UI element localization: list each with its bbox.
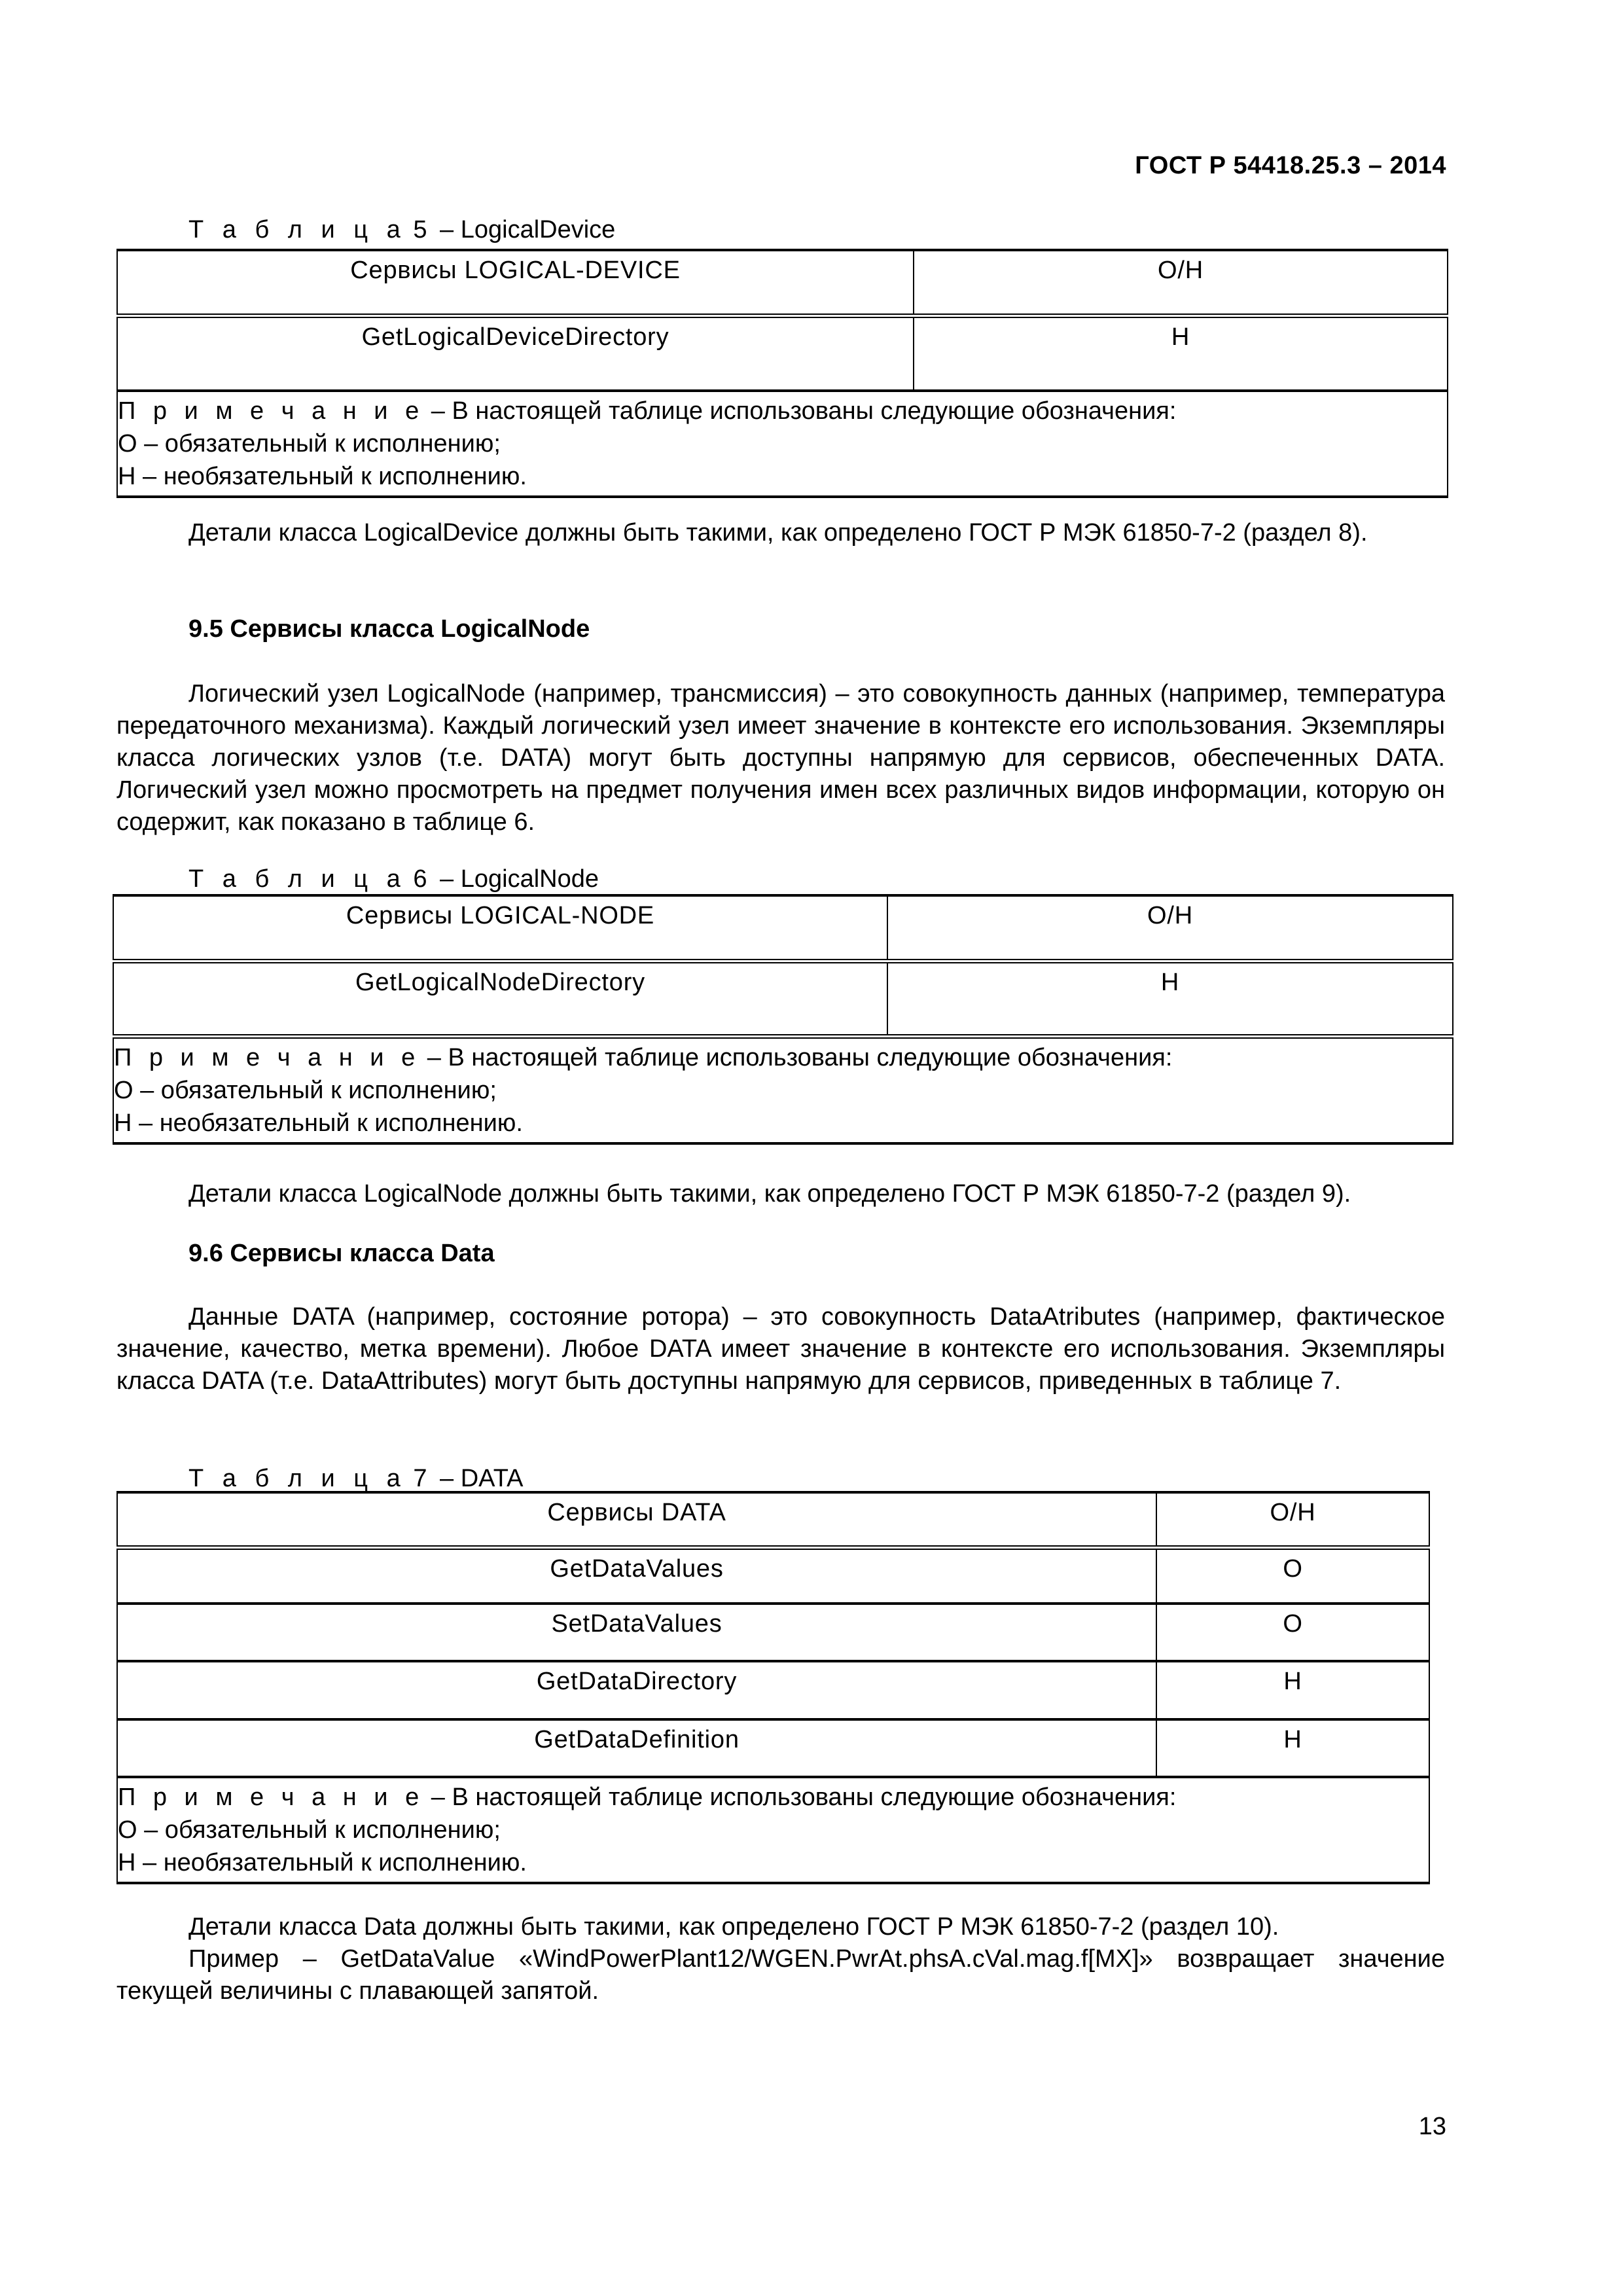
service-name: GetDataDirectory: [117, 1661, 1156, 1719]
table-caption-title: – LogicalNode: [440, 865, 599, 893]
table-row: [117, 1661, 1429, 1719]
note-line: Н – необязательный к исполнению.: [118, 463, 527, 490]
table-header-status: О/Н: [887, 895, 1453, 961]
note-line: О – обязательный к исполнению;: [118, 1816, 501, 1844]
table-header-services: Сервисы LOGICAL-DEVICE: [117, 250, 914, 315]
paragraph-example: Пример – GetDataValue «WindPowerPlant12/WGEN.PwrAt.phsA.cVal.mag.f[MX]» возвращает значение текущей величины с плавающей запятой.: [116, 1945, 1445, 2005]
note-label: П р и м е ч а н и е: [118, 1784, 425, 1811]
service-name: SetDataValues: [117, 1604, 1156, 1661]
service-status: Н: [1156, 1719, 1429, 1777]
table-row: [117, 315, 1448, 391]
section-heading-9-5: 9.5 Сервисы класса LogicalNode: [188, 615, 590, 643]
table-caption-number: 7: [413, 1465, 433, 1492]
service-status: Н: [914, 315, 1448, 391]
table6-caption: [188, 865, 599, 893]
table5: [116, 249, 1448, 498]
note-text: – В настоящей таблице использованы следующие обозначения:: [427, 1043, 1173, 1071]
service-status: Н: [887, 961, 1453, 1036]
table-note: [117, 1777, 1429, 1883]
table-caption-number: 6: [413, 865, 433, 893]
table-row: [117, 1604, 1429, 1661]
note-text: – В настоящей таблице использованы следующие обозначения:: [431, 397, 1177, 425]
table-caption-label: Т а б л и ц а: [188, 1465, 406, 1492]
table-caption-title: – DATA: [440, 1465, 524, 1492]
table-caption-title: – LogicalDevice: [440, 216, 616, 243]
table-note: [113, 1036, 1453, 1143]
note-line: Н – необязательный к исполнению.: [114, 1109, 523, 1137]
service-status: Н: [1156, 1661, 1429, 1719]
note-line: О – обязательный к исполнению;: [118, 430, 501, 457]
page-number: 13: [1418, 2113, 1446, 2140]
table-caption-label: Т а б л и ц а: [188, 865, 406, 893]
section-heading-9-6: 9.6 Сервисы класса Data: [188, 1240, 495, 1267]
paragraph-logicalnode-details: Детали класса LogicalNode должны быть такими, как определено ГОСТ Р МЭК 61850-7-2 (раздел 9).: [188, 1180, 1351, 1208]
table7: [116, 1491, 1430, 1884]
paragraph-logicalnode-intro: Логический узел LogicalNode (например, трансмиссия) – это совокупность данных (например, температура передаточного механизма). Каждый логический узел имеет значение в контексте его использования. Экземпляры класса логических узлов (т.е. DATA) могут быть доступны напрямую для сервисов, обеспеченных DATA. Логический узел можно просмотреть на предмет получения имен всех различных видов информации, которую он содержит, как показано в таблице 6.: [116, 680, 1445, 836]
table-row: [117, 1547, 1429, 1604]
service-status: О: [1156, 1604, 1429, 1661]
table-header-services: Сервисы DATA: [117, 1492, 1156, 1547]
table6: [113, 894, 1454, 1145]
paragraph-logicaldevice-details: Детали класса LogicalDevice должны быть такими, как определено ГОСТ Р МЭК 61850-7-2 (раздел 8).: [188, 519, 1368, 547]
table-header-status: О/Н: [914, 250, 1448, 315]
table7-caption: [188, 1465, 523, 1493]
service-name: GetLogicalDeviceDirectory: [117, 315, 914, 391]
paragraph-data-details: Детали класса Data должны быть такими, как определено ГОСТ Р МЭК 61850-7-2 (раздел 10).: [188, 1913, 1279, 1941]
note-text: – В настоящей таблице использованы следующие обозначения:: [431, 1784, 1177, 1811]
table-row: [113, 961, 1453, 1036]
table-row: [117, 1719, 1429, 1777]
paragraph-data-intro: Данные DATA (например, состояние ротора) – это совокупность DataAtributes (например, фактическое значение, качество, метка времени). Любое DATA имеет значение в контексте его использования. Экземпляры класса DATA (т.е. DataAttributes) могут быть доступны напрямую для сервисов, приведенных в таблице 7.: [116, 1303, 1445, 1395]
table-caption-number: 5: [413, 216, 433, 243]
document-header: ГОСТ Р 54418.25.3 – 2014: [1135, 152, 1446, 179]
service-name: GetLogicalNodeDirectory: [113, 961, 887, 1036]
note-label: П р и м е ч а н и е: [114, 1043, 421, 1071]
table-note: [117, 391, 1448, 497]
table-caption-label: Т а б л и ц а: [188, 216, 406, 243]
table5-caption: [188, 216, 615, 244]
service-name: GetDataDefinition: [117, 1719, 1156, 1777]
note-line: О – обязательный к исполнению;: [114, 1076, 497, 1104]
table-header-services: Сервисы LOGICAL-NODE: [113, 895, 887, 961]
note-label: П р и м е ч а н и е: [118, 397, 425, 425]
service-status: О: [1156, 1547, 1429, 1604]
table-header-status: О/Н: [1156, 1492, 1429, 1547]
service-name: GetDataValues: [117, 1547, 1156, 1604]
note-line: Н – необязательный к исполнению.: [118, 1849, 527, 1876]
